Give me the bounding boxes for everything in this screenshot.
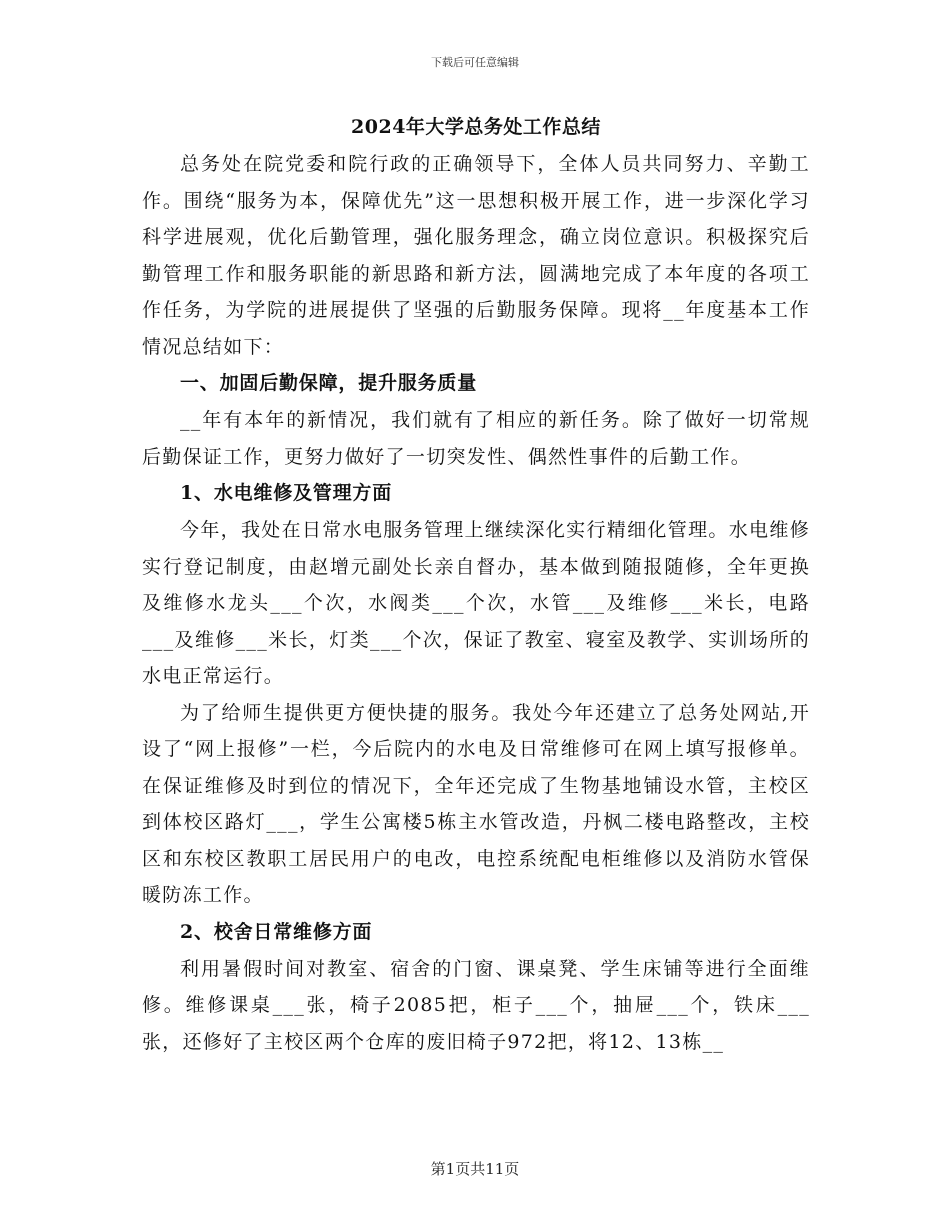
paragraph-water-electric-1: 今年，我处在日常水电服务管理上继续深化实行精细化管理。水电维修实行登记制度，由赵增元副处长亲自督办，基本做到随报随修，全年更换及维修水龙头___个次，水阀类___个次，水管___及维修___米长，电路___及维修___米长，灯类___个次，保证了教室、寝室及教学、实训场所的水电正常运行。 [142,519,810,687]
document-title: 2024年大学总务处工作总结 [351,116,601,138]
section-heading-1: 一、加固后勤保障，提升服务质量 [180,372,478,394]
subsection-heading-dorm-repair: 2、校舍日常维修方面 [180,920,373,943]
paragraph-intro: 总务处在院党委和院行政的正确领导下，全体人员共同努力、辛勤工作。围绕“服务为本，保障优先”这一思想积极开展工作，进一步深化学习科学进展观，优化后勤管理，强化服务理念，确立岗位意识。积极探究后勤管理工作和服务职能的新思路和新方法，圆满地完成了本年度的各项工作任务，为学院的进展提供了坚强的后勤服务保障。现将__年度基本工作情况总结如下： [142,153,810,358]
paragraph-section-1: __年有本年的新情况，我们就有了相应的新任务。除了做好一切常规后勤保证工作，更努力做好了一切突发性、偶然性事件的后勤工作。 [142,409,810,468]
page-number-footer: 第1页共11页 [430,1160,520,1178]
paragraph-water-electric-2: 为了给师生提供更方便快捷的服务。我处今年还建立了总务处网站,开设了“网上报修”一栏，今后院内的水电及日常维修可在网上填写报修单。在保证维修及时到位的情况下，全年还完成了生物基地铺设水管，主校区到体校区路灯___，学生公寓楼5栋主水管改造，丹枫二楼电路整改，主校区和东校区教职工居民用户的电改，电控系统配电柜维修以及消防水管保暖防冻工作。 [142,701,810,906]
subsection-heading-water-electric: 1、水电维修及管理方面 [180,482,393,504]
document-body [142,110,810,1060]
header-note: 下载后可任意编辑 [431,56,519,69]
paragraph-dorm-repair: 利用暑假时间对教室、宿舍的门窗、课桌凳、学生床铺等进行全面维修。维修课桌___张，椅子2085把，柜子___个，抽屉___个，铁床___张，还修好了主校区两个仓库的废旧椅子972把，将12、13栋__ [142,957,810,1053]
